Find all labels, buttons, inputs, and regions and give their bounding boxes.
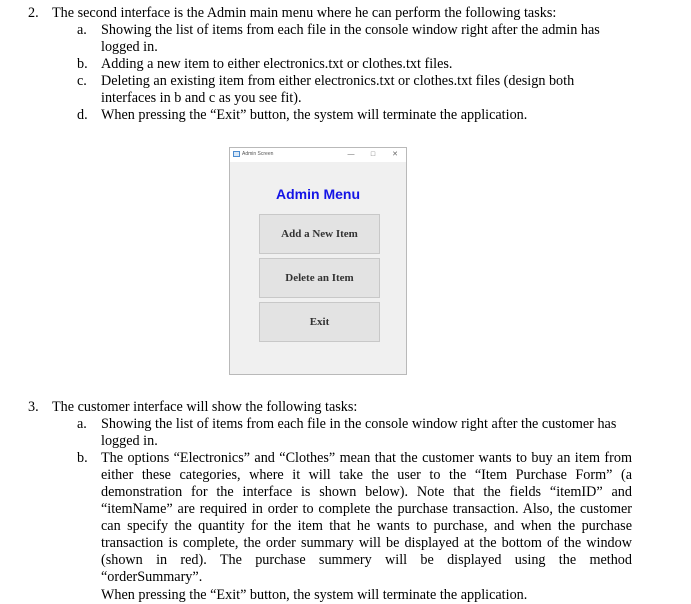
- item-line: either these categories, where it will take the user to the “Item Purchase Form” (a: [101, 467, 632, 483]
- section-3-intro: The customer interface will show the following tasks:: [52, 399, 358, 415]
- item-letter: b.: [77, 56, 88, 72]
- item-line: (shown in red). The purchase summery will be displayed using the method: [101, 552, 632, 568]
- admin-window-screenshot: [229, 147, 407, 375]
- window-title: Admin Screen: [242, 151, 274, 157]
- minimize-icon[interactable]: —: [347, 151, 355, 158]
- section-3-item-a: [77, 416, 637, 450]
- close-icon[interactable]: ✕: [392, 151, 398, 158]
- item-line: transaction is complete, the order summary will be displayed at the bottom of the window: [101, 535, 632, 551]
- section-2-heading: [28, 5, 668, 22]
- item-line: Showing the list of items from each file in the console window right after the admin has: [101, 22, 600, 38]
- delete-item-button[interactable]: Delete an Item: [259, 258, 380, 298]
- add-item-button[interactable]: Add a New Item: [259, 214, 380, 254]
- section-3-item-c-cutoff: [101, 587, 641, 603]
- item-line: When pressing the “Exit” button, the system will terminate the application.: [101, 587, 528, 603]
- exit-button[interactable]: Exit: [259, 302, 380, 342]
- item-line: can specify the quantity for the item that he wants to purchase, and when the purchase: [101, 518, 632, 534]
- section-3-heading: [28, 399, 668, 416]
- section-2-item-d: [77, 107, 637, 124]
- item-line: The options “Electronics” and “Clothes” mean that the customer wants to buy an item from: [101, 450, 632, 466]
- section-3-item-b: [77, 450, 637, 586]
- item-letter: c.: [77, 73, 87, 89]
- section-2-item-b: [77, 56, 637, 73]
- item-line: logged in.: [101, 39, 158, 55]
- section-2-intro: The second interface is the Admin main menu where he can perform the following tasks:: [52, 5, 557, 21]
- section-2-number: 2.: [28, 5, 39, 21]
- item-line: Adding a new item to either electronics.txt or clothes.txt files.: [101, 56, 453, 72]
- item-line: When pressing the “Exit” button, the system will terminate the application.: [101, 107, 528, 123]
- item-line: “itemName” are required in order to complete the purchase transaction. Also, the customer: [101, 501, 632, 517]
- item-letter: b.: [77, 450, 88, 466]
- item-line: “orderSummary”.: [101, 569, 203, 585]
- item-line: Showing the list of items from each file in the console window right after the customer has: [101, 416, 617, 432]
- admin-menu-heading: Admin Menu: [276, 186, 360, 202]
- item-letter: a.: [77, 22, 87, 38]
- section-2-item-c: [77, 73, 637, 107]
- section-2-item-a: [77, 22, 637, 56]
- item-line: interfaces in b and c as you see fit).: [101, 90, 302, 106]
- item-line: demonstration for the interface is shown below). Note that the fields “itemID” and: [101, 484, 632, 500]
- window-titlebar: [230, 148, 406, 162]
- item-line: Deleting an existing item from either electronics.txt or clothes.txt files (design both: [101, 73, 575, 89]
- item-line: logged in.: [101, 433, 158, 449]
- maximize-icon[interactable]: □: [370, 151, 376, 158]
- item-letter: d.: [77, 107, 88, 123]
- section-3-number: 3.: [28, 399, 39, 415]
- app-window-icon: [233, 151, 240, 157]
- item-letter: a.: [77, 416, 87, 432]
